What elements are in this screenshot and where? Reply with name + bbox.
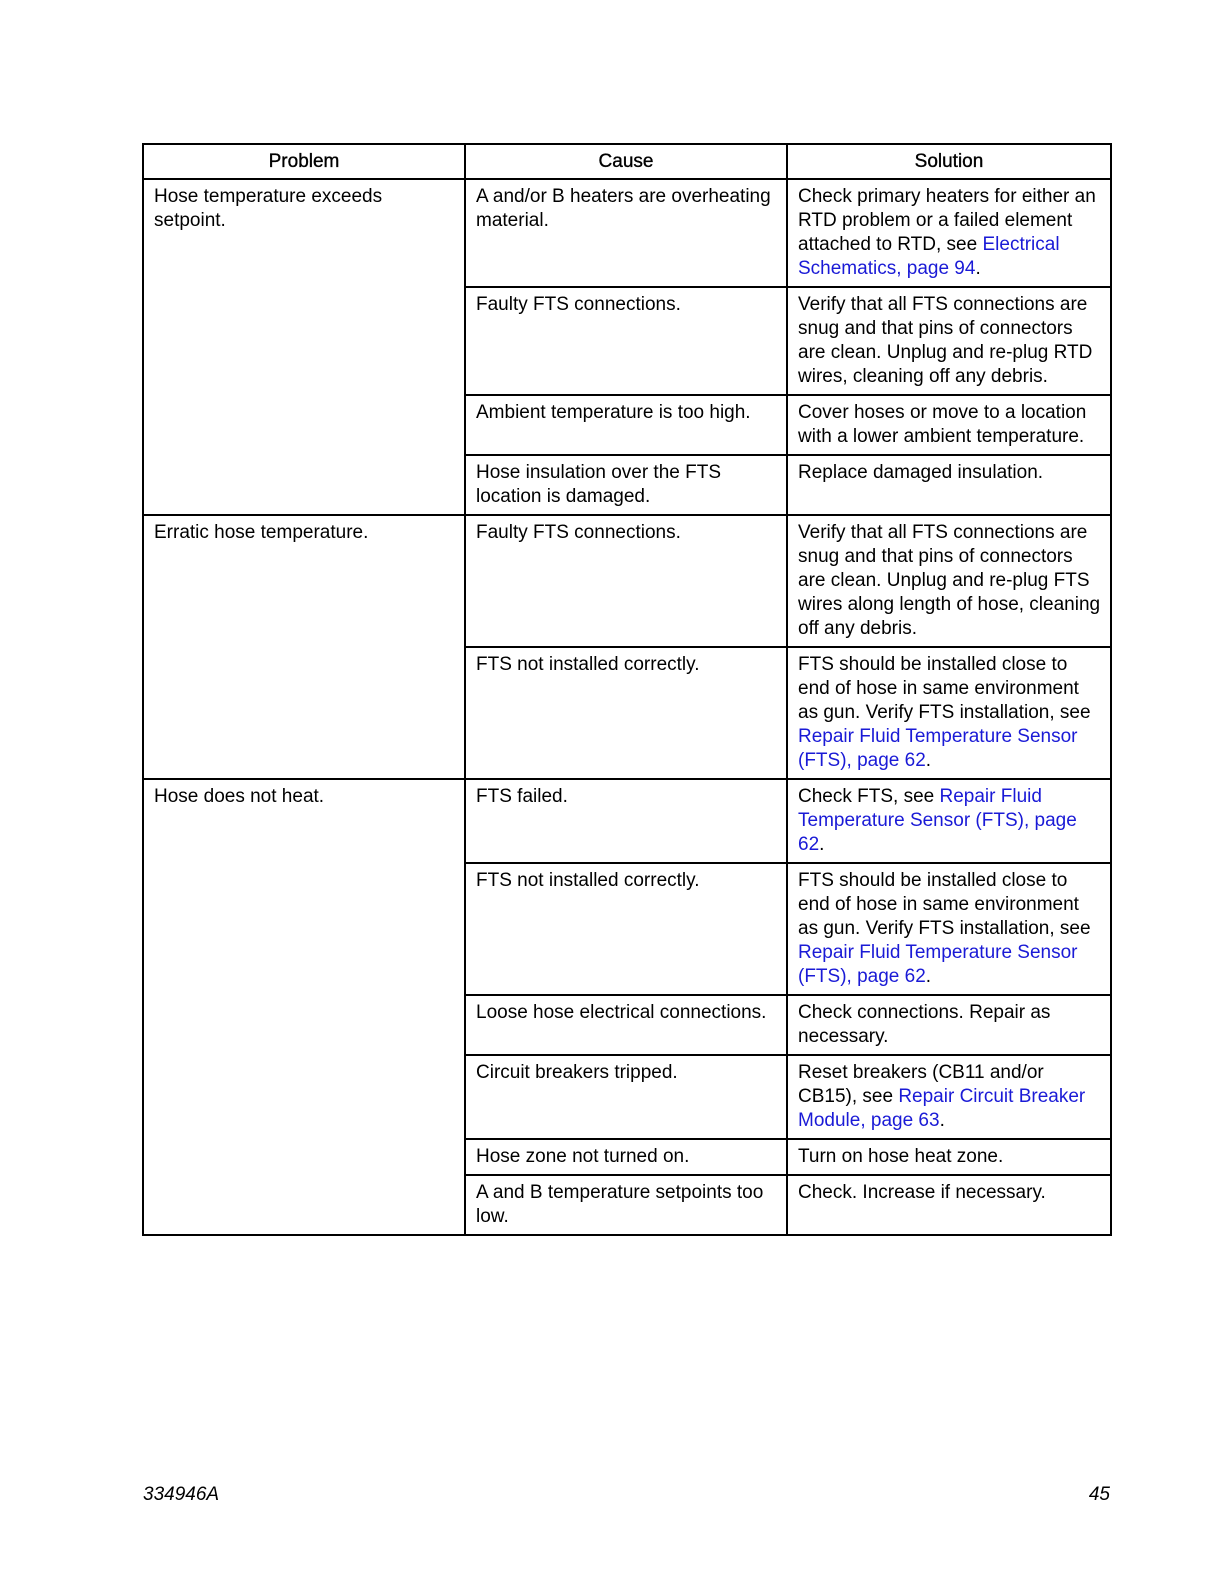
cause-cell: FTS not installed correctly. — [465, 647, 787, 779]
problem-cell: Erratic hose temperature. — [143, 515, 465, 779]
header-cause: Cause — [465, 144, 787, 179]
table-header-row — [143, 144, 1111, 179]
table-row — [143, 779, 1111, 863]
table-row — [143, 179, 1111, 287]
solution-cell: Check FTS, see Repair Fluid Temperature Sensor (FTS), page 62. — [787, 779, 1111, 863]
cause-cell: FTS failed. — [465, 779, 787, 863]
problem-cell: Hose temperature exceeds setpoint. — [143, 179, 465, 515]
solution-cell: Check connections. Repair as necessary. — [787, 995, 1111, 1055]
problem-cell: Hose does not heat. — [143, 779, 465, 1235]
cause-cell: Hose insulation over the FTS location is damaged. — [465, 455, 787, 515]
header-solution: Solution — [787, 144, 1111, 179]
solution-cell: Reset breakers (CB11 and/or CB15), see Repair Circuit Breaker Module, page 63. — [787, 1055, 1111, 1139]
page-number: 45 — [1088, 1484, 1110, 1505]
cause-cell: Faulty FTS connections. — [465, 515, 787, 647]
cause-cell: A and/or B heaters are overheating material. — [465, 179, 787, 287]
cross-reference-link[interactable]: Repair Circuit Breaker Module, page 63 — [798, 1086, 1086, 1131]
cross-reference-link[interactable]: Electrical Schematics, page 94 — [798, 234, 1060, 279]
cross-reference-link[interactable]: Repair Fluid Temperature Sensor (FTS), page 62 — [798, 942, 1078, 987]
cause-cell: Ambient temperature is too high. — [465, 395, 787, 455]
cause-cell: A and B temperature setpoints too low. — [465, 1175, 787, 1235]
solution-cell: FTS should be installed close to end of hose in same environment as gun. Verify FTS installation, see Repair Fluid Temperature Sensor (FTS), page 62. — [787, 863, 1111, 995]
cross-reference-link[interactable]: Repair Fluid Temperature Sensor (FTS), page 62 — [798, 786, 1077, 855]
troubleshooting-table — [142, 143, 1112, 1236]
cause-cell: Hose zone not turned on. — [465, 1139, 787, 1175]
cause-cell: FTS not installed correctly. — [465, 863, 787, 995]
cause-cell: Circuit breakers tripped. — [465, 1055, 787, 1139]
solution-cell: Turn on hose heat zone. — [787, 1139, 1111, 1175]
header-problem: Problem — [143, 144, 465, 179]
cross-reference-link[interactable]: Repair Fluid Temperature Sensor (FTS), page 62 — [798, 726, 1078, 771]
cause-cell: Faulty FTS connections. — [465, 287, 787, 395]
solution-cell: Verify that all FTS connections are snug and that pins of connectors are clean. Unplug and re-plug FTS wires along length of hose, cleaning off any debris. — [787, 515, 1111, 647]
solution-cell: Replace damaged insulation. — [787, 455, 1111, 515]
solution-cell: Verify that all FTS connections are snug and that pins of connectors are clean. Unplug and re-plug RTD wires, cleaning off any debris. — [787, 287, 1111, 395]
cause-cell: Loose hose electrical connections. — [465, 995, 787, 1055]
solution-cell: Check primary heaters for either an RTD problem or a failed element attached to RTD, see Electrical Schematics, page 94. — [787, 179, 1111, 287]
solution-cell: Check. Increase if necessary. — [787, 1175, 1111, 1235]
table-row — [143, 515, 1111, 647]
solution-cell: Cover hoses or move to a location with a lower ambient temperature. — [787, 395, 1111, 455]
solution-cell: FTS should be installed close to end of hose in same environment as gun. Verify FTS installation, see Repair Fluid Temperature Sensor (FTS), page 62. — [787, 647, 1111, 779]
document-number: 334946A — [143, 1484, 220, 1505]
